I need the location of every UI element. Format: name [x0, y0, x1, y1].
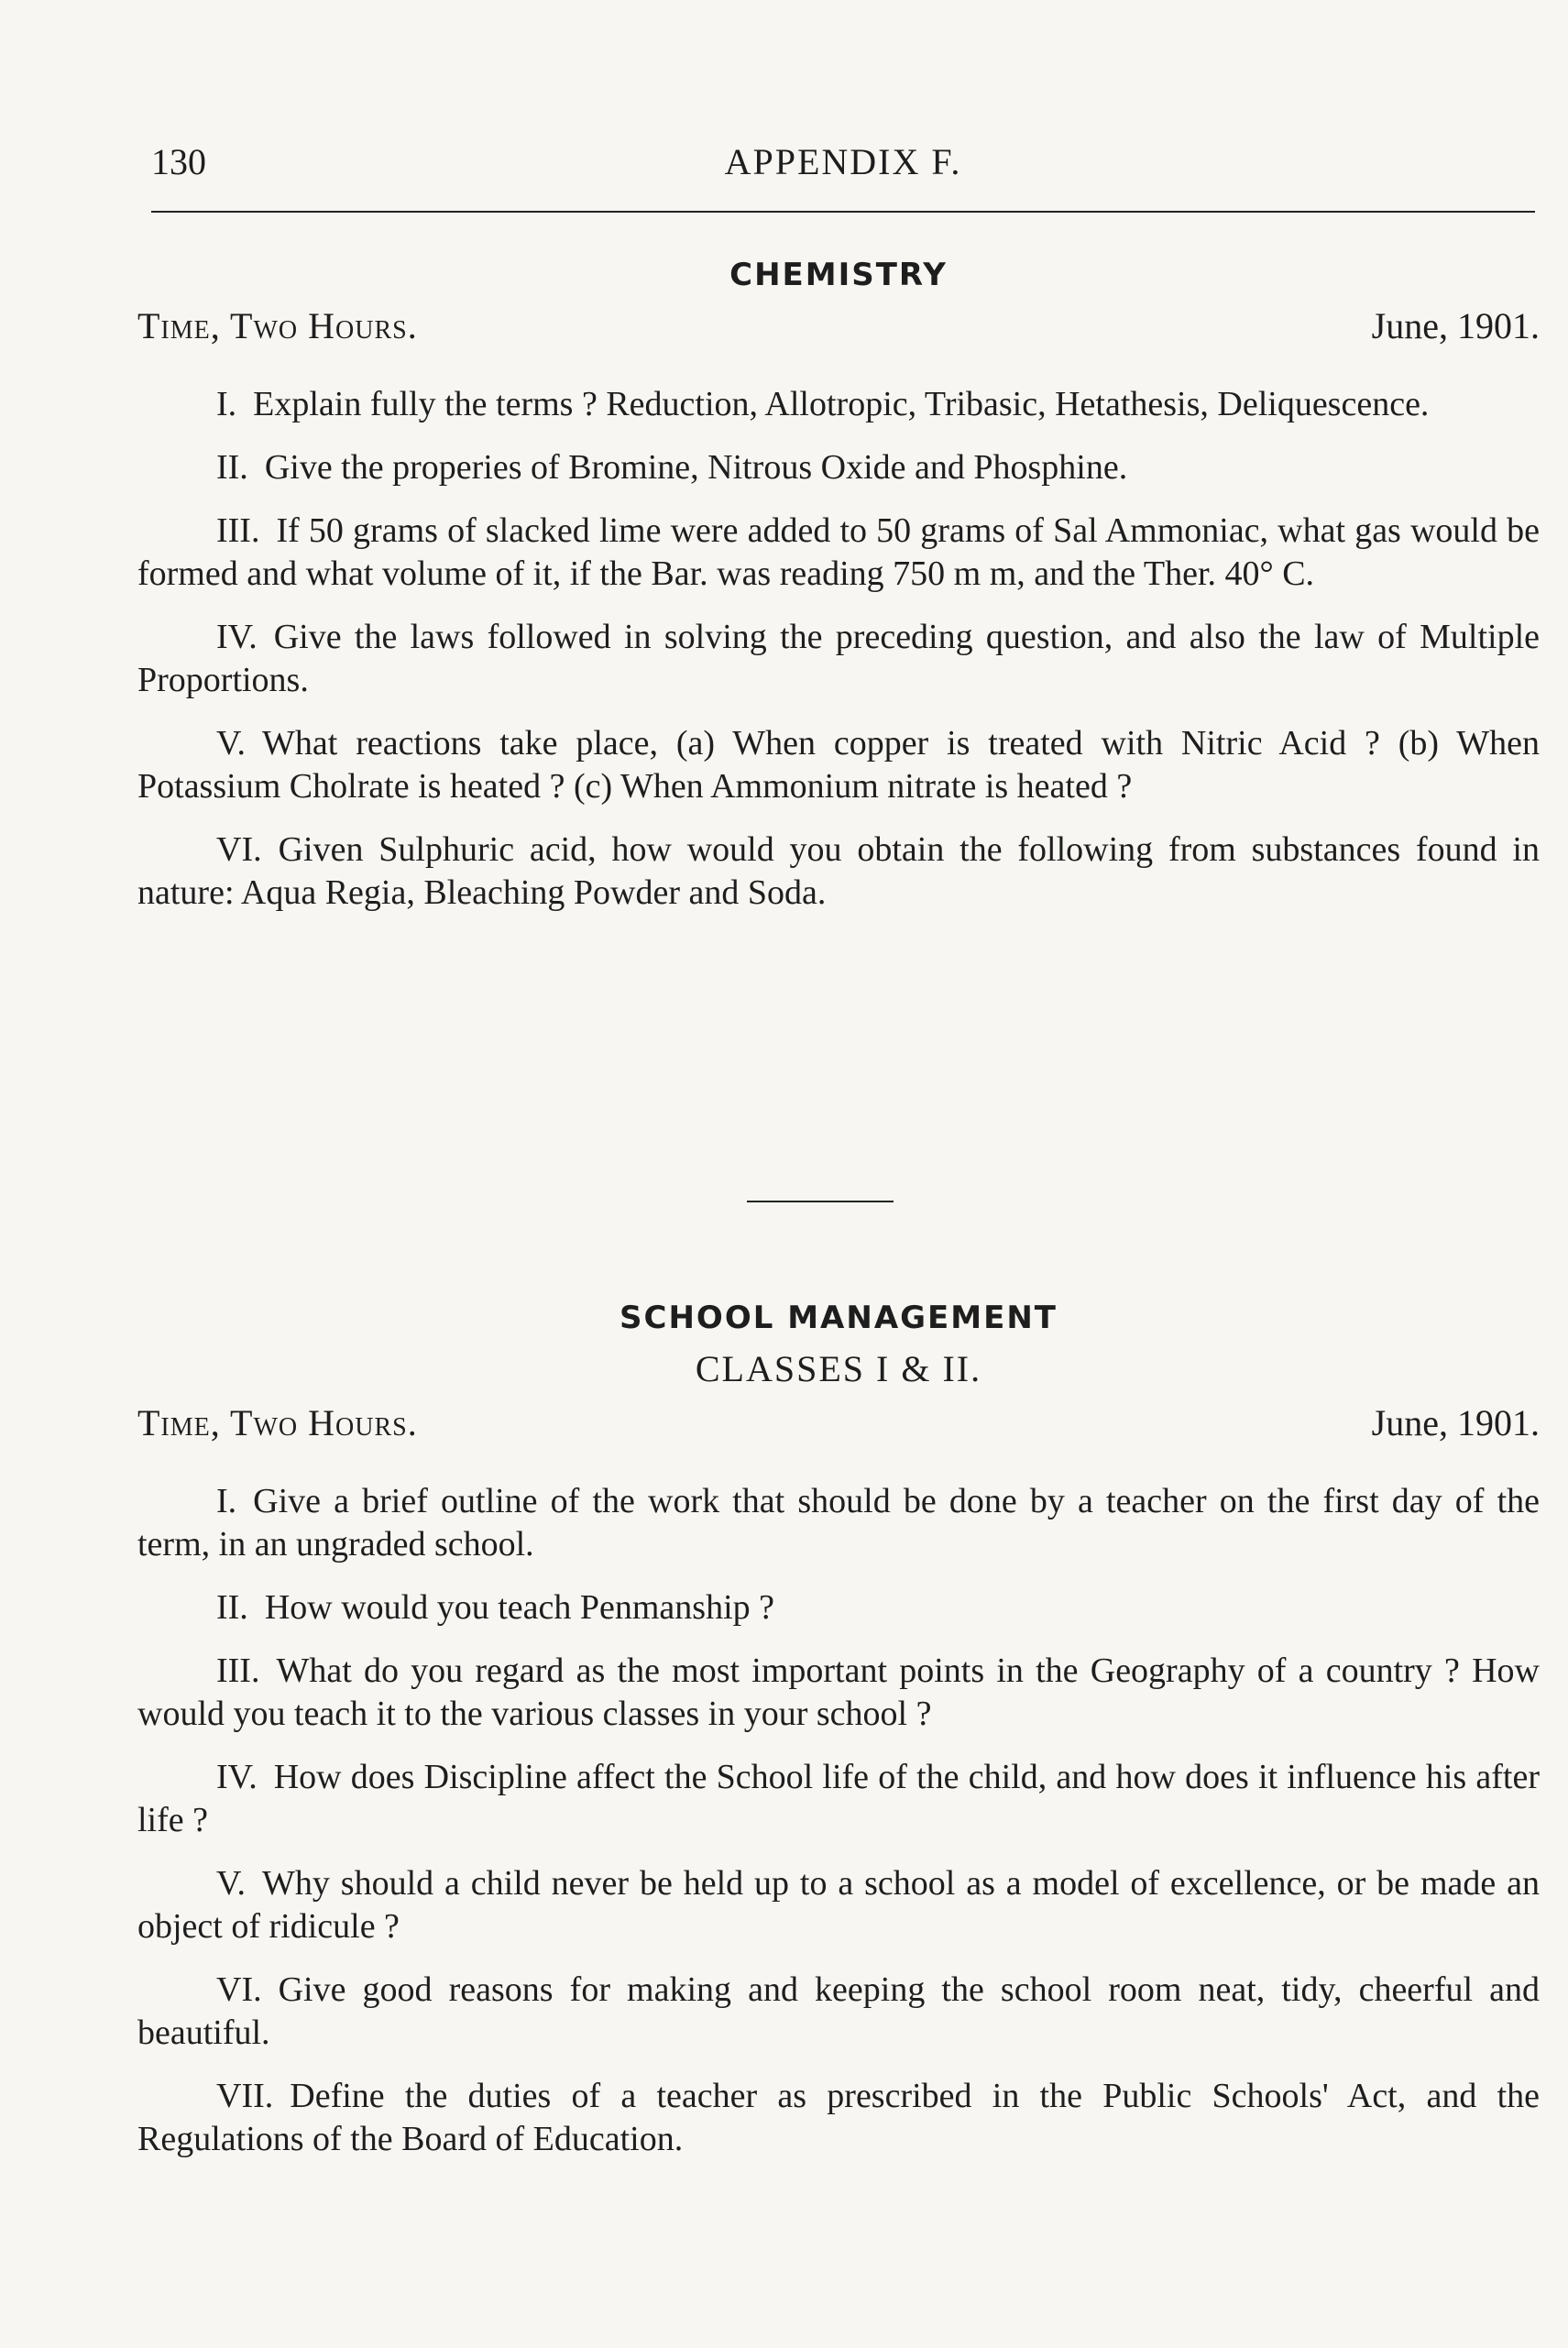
- exam-date: June, 1901.: [1371, 305, 1540, 346]
- question: [137, 828, 1540, 915]
- question: [137, 1756, 1540, 1842]
- chemistry-section: [137, 257, 1540, 935]
- question: [137, 1969, 1540, 2055]
- question-text: How does Discipline affect the School life of the child, and how does it influence his after life ?: [137, 1758, 1540, 1839]
- running-head: APPENDIX F.: [724, 141, 962, 182]
- question-text: Give the laws followed in solving the preceding question, and also the law of Multiple Proportions.: [137, 618, 1540, 699]
- question: [137, 510, 1540, 596]
- question-number: I.: [216, 1482, 237, 1520]
- question-text: Give good reasons for making and keeping the school room neat, tidy, cheerful and beautiful.: [137, 1970, 1540, 2052]
- header-rule: [151, 211, 1535, 213]
- question-text: Given Sulphuric acid, how would you obtain the following from substances found in nature: Aqua Regia, Bleaching Powder and Soda.: [137, 830, 1540, 912]
- section-title: SCHOOL MANAGEMENT: [620, 1300, 1058, 1336]
- question-number: VI.: [216, 830, 262, 869]
- question-number: V.: [216, 724, 247, 763]
- school-management-section: [137, 1300, 1540, 2181]
- section-title: CHEMISTRY: [729, 257, 948, 293]
- exam-time: Time, Two Hours.: [137, 1402, 418, 1443]
- question: [137, 1650, 1540, 1736]
- question: [137, 1480, 1540, 1566]
- question-number: II.: [216, 1588, 248, 1627]
- section-subtitle: CLASSES I & II.: [695, 1348, 982, 1389]
- section-divider: [747, 1201, 894, 1202]
- question: [137, 2075, 1540, 2161]
- question: [137, 383, 1540, 426]
- question-number: IV.: [216, 1758, 258, 1796]
- page-number: 130: [151, 141, 206, 182]
- question-text: What do you regard as the most important points in the Geography of a country ? How would you teach it to the various classes in your school ?: [137, 1651, 1540, 1733]
- question-number: III.: [216, 511, 260, 550]
- exam-time: Time, Two Hours.: [137, 305, 418, 346]
- question-text: How would you teach Penmanship ?: [264, 1588, 774, 1627]
- question-list: [137, 383, 1540, 915]
- question-text: Give a brief outline of the work that should be done by a teacher on the first day of the term, in an ungraded school.: [137, 1482, 1540, 1564]
- exam-meta: [137, 1401, 1540, 1447]
- question-text: Give the properies of Bromine, Nitrous Oxide and Phosphine.: [264, 448, 1128, 487]
- question: [137, 1586, 1540, 1629]
- question-text: Why should a child never be held up to a school as a model of excellence, or be made an object of ridicule ?: [137, 1864, 1540, 1946]
- question-text: Explain fully the terms ? Reduction, Allotropic, Tribasic, Hetathesis, Deliquescence.: [253, 385, 1430, 423]
- question-number: VII.: [216, 2077, 274, 2115]
- question-number: IV.: [216, 618, 258, 656]
- question-list: [137, 1480, 1540, 2161]
- question: [137, 446, 1540, 489]
- question-number: VI.: [216, 1970, 262, 2009]
- question-number: I.: [216, 385, 237, 423]
- exam-date: June, 1901.: [1371, 1402, 1540, 1443]
- question-text: What reactions take place, (a) When copper is treated with Nitric Acid ? (b) When Potassium Cholrate is heated ? (c) When Ammonium nitrate is heated ?: [137, 724, 1540, 806]
- question-text: If 50 grams of slacked lime were added to 50 grams of Sal Ammoniac, what gas would be formed and what volume of it, if the Bar. was reading 750 m m, and the Ther. 40° C.: [137, 511, 1540, 593]
- question: [137, 1862, 1540, 1948]
- question-text: Define the duties of a teacher as prescribed in the Public Schools' Act, and the Regulations of the Board of Education.: [137, 2077, 1540, 2158]
- question-number: II.: [216, 448, 248, 487]
- question-number: V.: [216, 1864, 247, 1903]
- question: [137, 616, 1540, 702]
- exam-meta: [137, 304, 1540, 350]
- question-number: III.: [216, 1651, 260, 1690]
- page-header: [151, 133, 1535, 188]
- question: [137, 722, 1540, 808]
